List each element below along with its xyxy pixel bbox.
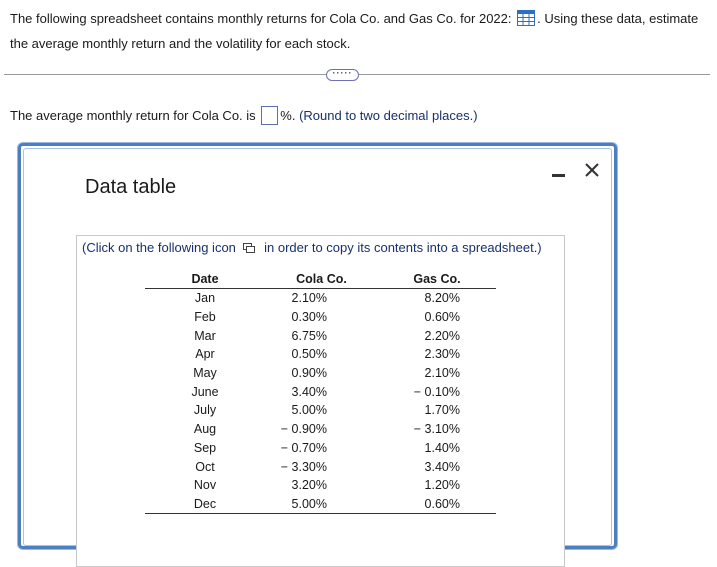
cell-date: July bbox=[193, 403, 217, 418]
table-row bbox=[145, 382, 496, 401]
cell-date: Nov bbox=[193, 478, 217, 493]
table-row bbox=[145, 439, 496, 458]
cell-cola: 5.00% bbox=[291, 496, 327, 511]
table-row bbox=[145, 289, 496, 308]
cell-cola: 2.10% bbox=[291, 291, 327, 306]
cell-date: Mar bbox=[194, 328, 216, 343]
cell-date: Aug bbox=[193, 422, 217, 437]
problem-statement bbox=[10, 8, 710, 55]
cell-date: Apr bbox=[195, 347, 215, 362]
cell-cola: 0.90% bbox=[291, 366, 327, 381]
table-row bbox=[145, 476, 496, 495]
cell-cola: − 0.70% bbox=[280, 440, 327, 455]
header-cola: Cola Co. bbox=[265, 270, 378, 289]
cell-gas: 2.20% bbox=[424, 328, 460, 343]
dialog-title: Data table bbox=[85, 176, 177, 198]
intro-text-after: . Using these data, estimate the average monthly return and the volatility for each stock. bbox=[10, 11, 699, 51]
cell-date: May bbox=[193, 366, 217, 381]
cell-cola: 0.50% bbox=[291, 347, 327, 362]
header-date: Date bbox=[145, 270, 265, 289]
cell-gas: 1.20% bbox=[424, 478, 460, 493]
cell-gas: 0.60% bbox=[424, 310, 460, 325]
expand-more-button[interactable]: ····· bbox=[326, 69, 359, 81]
table-row bbox=[145, 420, 496, 439]
cell-date: Dec bbox=[193, 496, 217, 511]
question-text-before: The average monthly return for Cola Co. is bbox=[10, 108, 260, 123]
cell-gas: 2.10% bbox=[424, 366, 460, 381]
cell-date: June bbox=[191, 384, 219, 399]
data-table-dialog bbox=[18, 143, 617, 549]
copy-note-after: in order to copy its contents into a spreadsheet.) bbox=[260, 240, 542, 255]
cell-date: Feb bbox=[194, 310, 216, 325]
cell-cola: 6.75% bbox=[291, 328, 327, 343]
question-line bbox=[10, 106, 478, 125]
cell-cola: − 3.30% bbox=[280, 459, 327, 474]
cell-gas: 2.30% bbox=[424, 347, 460, 362]
cell-cola: 3.20% bbox=[291, 478, 327, 493]
question-text-after: %. bbox=[280, 108, 296, 123]
answer-input[interactable] bbox=[261, 106, 278, 125]
table-row bbox=[145, 308, 496, 327]
intro-text-before: The following spreadsheet contains monthly returns for Cola Co. and Gas Co. for 2022: bbox=[10, 11, 516, 26]
table-row bbox=[145, 401, 496, 420]
cell-date: Jan bbox=[194, 291, 216, 306]
cell-cola: 5.00% bbox=[291, 403, 327, 418]
cell-gas: 3.40% bbox=[424, 459, 460, 474]
table-row bbox=[145, 457, 496, 476]
rounding-instruction: (Round to two decimal places.) bbox=[299, 108, 478, 123]
spreadsheet-grid-icon[interactable] bbox=[517, 10, 535, 33]
cell-gas: 8.20% bbox=[424, 291, 460, 306]
copy-to-spreadsheet-icon[interactable] bbox=[243, 241, 255, 256]
copy-instruction bbox=[82, 240, 542, 256]
cell-gas: − 3.10% bbox=[413, 422, 460, 437]
cell-date: Sep bbox=[193, 440, 217, 455]
cell-gas: 1.70% bbox=[424, 403, 460, 418]
table-row bbox=[145, 345, 496, 364]
returns-table bbox=[145, 270, 496, 514]
header-gas: Gas Co. bbox=[378, 270, 496, 289]
data-table-panel bbox=[76, 235, 565, 567]
cell-cola: 0.30% bbox=[291, 310, 327, 325]
cell-gas: − 0.10% bbox=[413, 384, 460, 399]
cell-cola: − 0.90% bbox=[280, 422, 327, 437]
cell-gas: 1.40% bbox=[424, 440, 460, 455]
cell-cola: 3.40% bbox=[291, 384, 327, 399]
close-icon[interactable] bbox=[583, 161, 601, 179]
table-row bbox=[145, 495, 496, 514]
cell-date: Oct bbox=[195, 459, 215, 474]
cell-gas: 0.60% bbox=[424, 496, 460, 511]
minimize-icon[interactable] bbox=[552, 174, 565, 177]
copy-note-before: (Click on the following icon bbox=[82, 240, 240, 255]
table-header-row bbox=[145, 270, 496, 289]
table-row bbox=[145, 326, 496, 345]
table-row bbox=[145, 364, 496, 383]
